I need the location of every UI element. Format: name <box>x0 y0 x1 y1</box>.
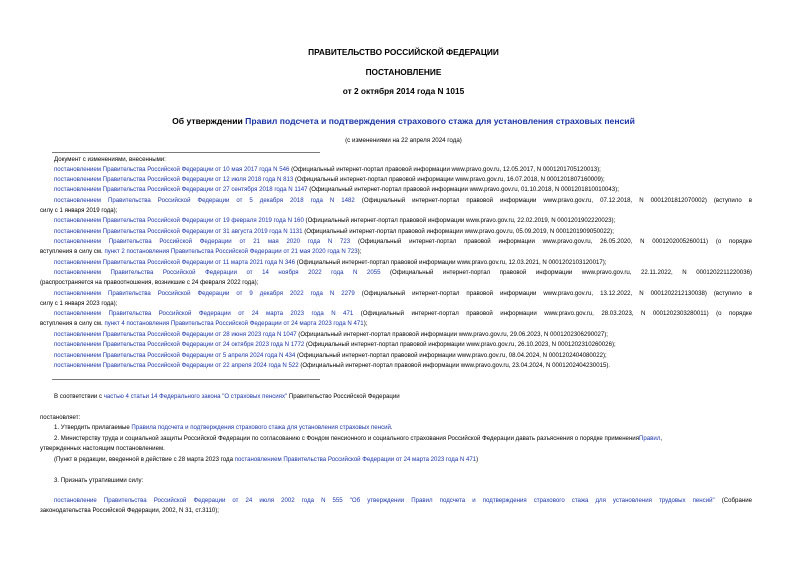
amendment-item: постановлением Правительства Российской Федерации от 24 октября 2023 года N 1772 (Официальный интернет-портал правовой информации www.pravo.gov.ru, 26.10.2023, N 0001202310260026); <box>54 341 616 348</box>
amendment-link[interactable]: постановлением Правительства Российской Федерации от 11 марта 2021 года N 346 <box>54 259 296 266</box>
government-heading: ПРАВИТЕЛЬСТВО РОССИЙСКОЙ ФЕДЕРАЦИИ <box>308 47 499 57</box>
edition-note: (с изменениями на 22 апреля 2024 года) <box>345 137 462 144</box>
amendment-link[interactable]: постановлением Правительства Российской Федерации от 21 мая 2020 года N 723 <box>54 238 351 245</box>
amendment-item: постановлением Правительства Российской Федерации от 9 декабря 2022 года N 2279 (Официальный интернет-портал правовой информации www.pravo.gov.ru, 13.12.2022, N 0001202212130038) (вступило в <box>54 290 752 297</box>
amendment-link[interactable]: постановлением Правительства Российской Федерации от 5 апреля 2024 года N 434 <box>54 352 296 359</box>
amendment-link[interactable]: постановлением Правительства Российской Федерации от 28 июня 2023 года N 1047 <box>54 331 297 338</box>
amendment-item: постановлением Правительства Российской Федерации от 5 апреля 2024 года N 434 (Официальный интернет-портал правовой информации www.pravo.gov.ru, 08.04.2024, N 0001202404080022); <box>54 352 607 359</box>
top-divider <box>52 152 320 153</box>
bottom-divider <box>52 379 320 380</box>
amendment-link[interactable]: пункт 2 постановления Правительства Российской Федерации от 21 мая 2020 года N 723 <box>104 248 358 255</box>
amendment-link[interactable]: постановлением Правительства Российской Федерации от 24 марта 2023 года N 471 <box>54 310 354 317</box>
amendment-item: постановлением Правительства Российской Федерации от 28 июня 2023 года N 1047 (Официальный интернет-портал правовой информации www.pravo.gov.ru, 29.06.2023, N 0001202306290027); <box>54 331 608 338</box>
amendment-item: постановлением Правительства Российской Федерации от 31 августа 2019 года N 1131 (Официальный интернет-портал правовой информации www.pravo.gov.ru, 05.09.2019, N 0001201909050022); <box>54 228 614 235</box>
item-2-continuation: утвержденных настоящим постановлением. <box>40 445 165 452</box>
amendment-continuation: силу с 1 января 2023 года); <box>40 300 118 307</box>
amendment-item: постановлением Правительства Российской Федерации от 11 марта 2021 года N 346 (Официальный интернет-портал правовой информации www.pravo.gov.ru, 12.03.2021, N 0001202103120017); <box>54 259 607 266</box>
amendment-link[interactable]: постановлением Правительства Российской Федерации от 14 ноября 2022 года N 2055 <box>54 269 381 276</box>
amendment-link[interactable]: постановлением Правительства Российской Федерации от 10 мая 2017 года N 546 <box>54 166 290 173</box>
amendment-item: постановлением Правительства Российской Федерации от 19 февраля 2019 года N 160 (Официальный интернет-портал правовой информации www.pravo.gov.ru, 22.02.2019, N 0001201902220023); <box>54 217 616 224</box>
document-title <box>0 116 807 126</box>
amendment-link[interactable]: постановлением Правительства Российской Федерации от 5 декабря 2018 года N 1482 <box>54 197 355 204</box>
rules-link[interactable]: Правила подсчета и подтверждения страхового стажа для установления страховых пенсий <box>131 424 391 431</box>
amendment-item: постановлением Правительства Российской Федерации от 10 мая 2017 года N 546 (Официальный интернет-портал правовой информации www.pravo.gov.ru, 12.05.2017, N 0001201705120013); <box>54 166 601 173</box>
document-type-heading: ПОСТАНОВЛЕНИЕ <box>365 67 442 77</box>
amendment-link[interactable]: постановлением Правительства Российской Федерации от 24 октября 2023 года N 1772 <box>54 341 305 348</box>
amendment-item: постановлением Правительства Российской Федерации от 5 декабря 2018 года N 1482 (Официальный интернет-портал правовой информации www.pravo.gov.ru, 07.12.2018, N 0001201812070002) (вступило в <box>54 197 752 204</box>
repealed-decree-link[interactable]: постановление Правительства Российской Федерации от 24 июля 2002 года N 555 "Об утверждении Правил подсчета и подтверждения страхового стажа для установления трудовых пенсий" <box>54 497 715 504</box>
amendment-continuation: (распространяется на правоотношения, возникшие с 24 февраля 2022 года); <box>40 279 259 286</box>
amendment-link[interactable]: постановлением Правительства Российской Федерации от 22 апреля 2024 года N 522 <box>54 362 299 369</box>
amendments-intro: Документ с изменениями, внесенными: <box>54 156 166 163</box>
amendment-item: постановлением Правительства Российской Федерации от 21 мая 2020 года N 723 (Официальный интернет-портал правовой информации www.pravo.gov.ru, 26.05.2020, N 0001202005260011) (о порядке <box>54 238 752 245</box>
amendment-link[interactable]: постановлением Правительства Российской Федерации от 12 июля 2018 года N 813 <box>54 176 294 183</box>
amendment-link[interactable]: постановлением Правительства Российской Федерации от 24 марта 2023 года N 471 <box>234 456 477 463</box>
amendment-item: постановлением Правительства Российской Федерации от 22 апреля 2024 года N 522 (Официальный интернет-портал правовой информации www.pravo.gov.ru, 23.04.2024, N 0001202404230015). <box>54 362 611 369</box>
amendment-link[interactable]: постановлением Правительства Российской Федерации от 9 декабря 2022 года N 2279 <box>54 290 355 297</box>
law-article-link[interactable]: частью 4 статьи 14 Федерального закона "О страховых пенсиях" <box>103 393 288 400</box>
item-2-note: (Пункт в редакции, введенной в действие с 28 марта 2023 года постановлением Правительства Российской Федерации от 24 марта 2023 года N 471) <box>54 456 479 463</box>
repealed-item: постановление Правительства Российской Федерации от 24 июля 2002 года N 555 "Об утверждении Правил подсчета и подтверждения страхового стажа для установления трудовых пенсий" (Собрание <box>54 497 752 504</box>
amendment-link[interactable]: постановлением Правительства Российской Федерации от 31 августа 2019 года N 1131 <box>54 228 303 235</box>
decree-word: постановляет: <box>40 414 81 421</box>
amendment-continuation: силу с 1 января 2019 года); <box>40 207 118 214</box>
rules-short-link[interactable]: Правил <box>639 435 661 442</box>
amendment-continuation: вступления в силу см. пункт 4 постановления Правительства Российской Федерации от 24 марта 2023 года N 471); <box>40 320 368 327</box>
item-1: 1. Утвердить прилагаемые Правила подсчета и подтверждения страхового стажа для установления страховых пенсий. <box>54 424 393 431</box>
amendment-item: постановлением Правительства Российской Федерации от 27 сентября 2018 года N 1147 (Официальный интернет-портал правовой информации www.pravo.gov.ru, 01.10.2018, N 0001201810010043); <box>54 186 619 193</box>
amendment-continuation: вступления в силу см. пункт 2 постановления Правительства Российской Федерации от 21 мая 2020 года N 723); <box>40 248 362 255</box>
amendment-link[interactable]: пункт 4 постановления Правительства Российской Федерации от 24 марта 2023 года N 471 <box>104 320 364 327</box>
amendment-item: постановлением Правительства Российской Федерации от 12 июля 2018 года N 813 (Официальный интернет-портал правовой информации www.pravo.gov.ru, 16.07.2018, N 0001201807160009); <box>54 176 605 183</box>
amendment-link[interactable]: постановлением Правительства Российской Федерации от 19 февраля 2019 года N 160 <box>54 217 304 224</box>
amendment-item: постановлением Правительства Российской Федерации от 24 марта 2023 года N 471 (Официальный интернет-портал правовой информации www.pravo.gov.ru, 28.03.2023, N 0001202303280011) (о порядке <box>54 310 752 317</box>
title-rules-link[interactable]: Правил подсчета и подтверждения страхового стажа для установления страховых пенсий <box>245 116 635 126</box>
amendment-link[interactable]: постановлением Правительства Российской Федерации от 27 сентября 2018 года N 1147 <box>54 186 308 193</box>
preamble: В соответствии с частью 4 статьи 14 Федерального закона "О страховых пенсиях" Правительство Российской Федерации <box>54 393 400 400</box>
repealed-continuation: законодательства Российской Федерации, 2002, N 31, ст.3110); <box>40 507 219 514</box>
item-2: 2. Министерству труда и социальной защиты Российской Федерации по согласованию с Фондом пенсионного и социального страхования Российской Федерации давать разъяснения о порядке примененияПравил, <box>54 435 663 442</box>
item-3: 3. Признать утратившими силу: <box>54 477 144 484</box>
date-number-heading: от 2 октября 2014 года N 1015 <box>342 86 465 96</box>
amendment-item: постановлением Правительства Российской Федерации от 14 ноября 2022 года N 2055 (Официальный интернет-портал правовой информации www.pravo.gov.ru, 22.11.2022, N 0001202211220036) <box>54 269 752 276</box>
title-prefix: Об утверждении <box>172 116 246 126</box>
